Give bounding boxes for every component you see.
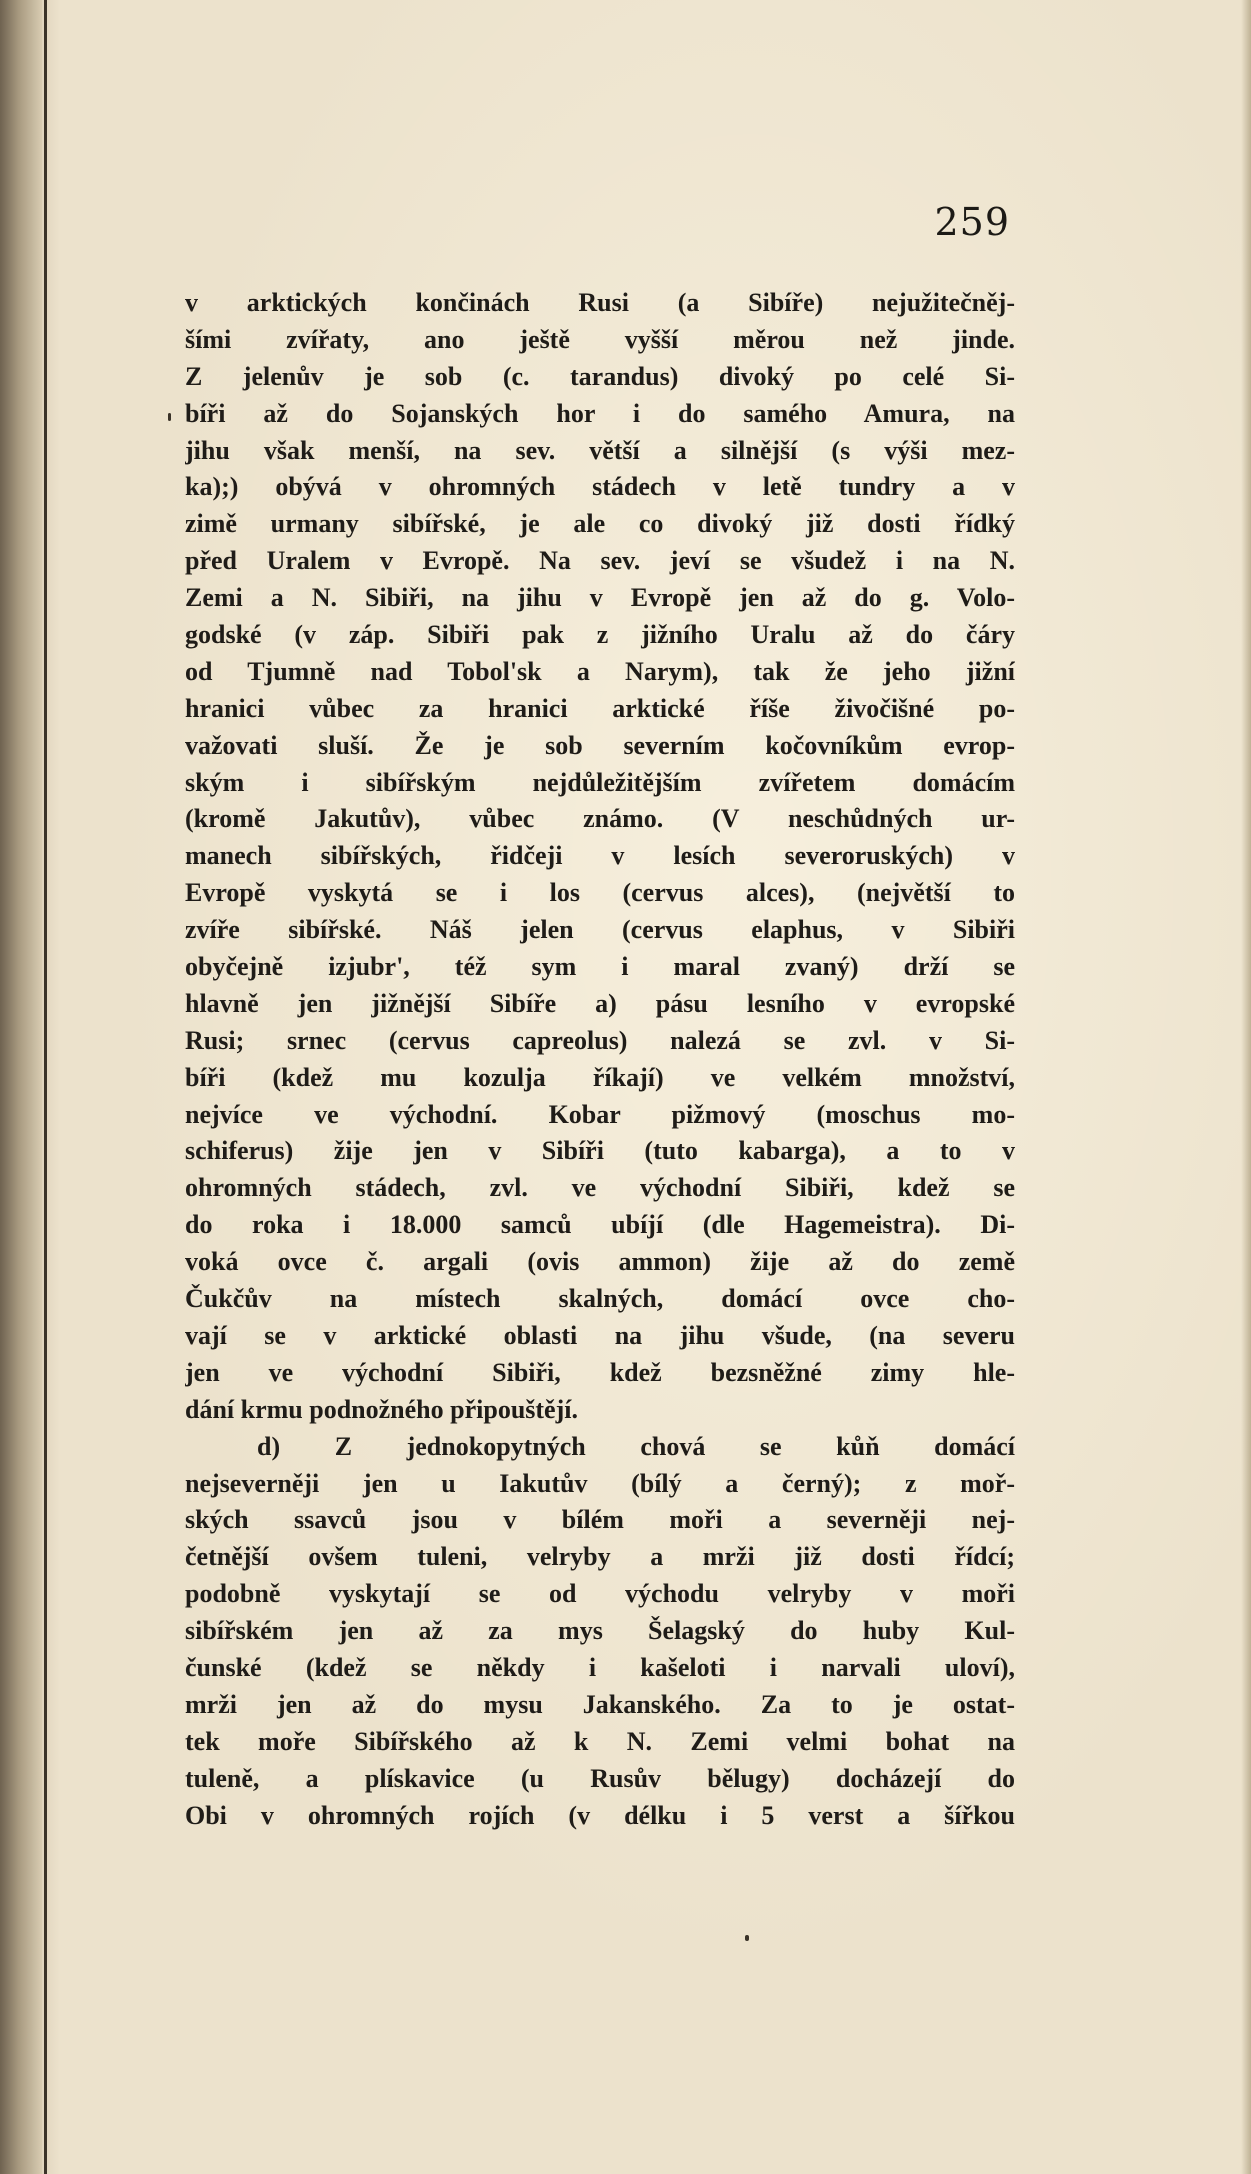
text-line: bíři (kdež mu kozulja říkají) ve velkém množství, (185, 1062, 1015, 1092)
text-line: tuleně, a plískavice (u Rusův bělugy) docházejí do (185, 1763, 1015, 1793)
text-line: ským i sibířským nejdůležitějším zvířetem domácím (185, 767, 1015, 797)
paper-speck (168, 413, 171, 421)
text-line: ka);) obývá v ohromných stádech v letě tundry a v (185, 472, 1015, 502)
text-line: dání krmu podnožného připouštějí. (185, 1394, 578, 1424)
text-line: hlavně jen jižnější Sibíře a) pásu lesního v evropské (185, 988, 1015, 1018)
text-line: Rusi; srnec (cervus capreolus) nalezá se zvl. v Si- (185, 1025, 1015, 1055)
text-line: jen ve východní Sibiři, kdež bezsněžné zimy hle- (185, 1357, 1015, 1387)
text-line: podobně vyskytají se od východu velryby v moři (185, 1579, 1015, 1609)
text-line: do roka i 18.000 samců ubíjí (dle Hagemeistra). Di- (185, 1210, 1015, 1240)
page-number: 259 (934, 200, 1010, 244)
text-line: važovati sluší. Že je sob severním kočovníkům evrop- (185, 730, 1015, 760)
text-line: manech sibířských, řidčeji v lesích severoruských) v (185, 841, 1015, 871)
text-line: ohromných stádech, zvl. ve východní Sibiři, kdež se (185, 1173, 1015, 1203)
text-line: od Tjumně nad Tobol'sk a Narym), tak že jeho jižní (185, 656, 1015, 686)
text-line: před Uralem v Evropě. Na sev. jeví se všudež i na N. (185, 546, 1015, 576)
book-spine (0, 0, 42, 2174)
text-line: mrži jen až do mysu Jakanského. Za to je ostat- (185, 1689, 1015, 1719)
text-line: četnější ovšem tuleni, velryby a mrži již dosti řídcí; (185, 1542, 1015, 1572)
text-line: Evropě vyskytá se i los (cervus alces), (největší to (185, 878, 1015, 908)
text-line: Zemi a N. Sibiři, na jihu v Evropě jen až do g. Volo- (185, 583, 1015, 613)
text-line: hranici vůbec za hranici arktické říše živočišné po- (185, 693, 1015, 723)
text-line: šími zvířaty, ano ještě vyšší měrou než jinde. (185, 324, 1015, 354)
body-text (185, 285, 1015, 1834)
text-line: zimě urmany sibířské, je ale co divoký již dosti řídký (185, 509, 1015, 539)
paper-speck (745, 1935, 749, 1941)
text-line: nejvíce ve východní. Kobar pižmový (moschus mo- (185, 1099, 1015, 1129)
text-line: sibířském jen až za mys Šelagský do huby Kul- (185, 1616, 1015, 1646)
text-line: obyčejně izjubr', též sym i maral zvaný) drží se (185, 952, 1015, 982)
text-line: bíři až do Sojanských hor i do samého Amura, na (185, 398, 1015, 428)
page-edge (1241, 0, 1251, 2174)
text-line: nejseverněji jen u Iakutův (bílý a černý); z moř- (185, 1468, 1015, 1498)
text-line: v arktických končinách Rusi (a Sibíře) nejužitečněj- (185, 288, 1015, 317)
text-line: schiferus) žije jen v Sibíři (tuto kabarga), a to v (185, 1136, 1015, 1166)
text-line: d) Z jednokopytných chová se kůň domácí (257, 1431, 1015, 1461)
page-gutter-line (44, 0, 47, 2174)
text-line: zvíře sibířské. Náš jelen (cervus elaphus, v Sibiři (185, 915, 1015, 945)
text-line: ských ssavců jsou v bílém moři a severněji nej- (185, 1505, 1015, 1535)
text-line: tek moře Sibířského až k N. Zemi velmi bohat na (185, 1726, 1015, 1756)
text-line: jihu však menší, na sev. větší a silnější (s výši mez- (185, 435, 1015, 465)
text-line: Čukčův na místech skalných, domácí ovce cho- (185, 1284, 1015, 1314)
text-line: čunské (kdež se někdy i kašeloti i narvali uloví), (185, 1652, 1015, 1682)
text-line: vají se v arktické oblasti na jihu všude, (na severu (185, 1320, 1015, 1350)
text-line: Z jelenův je sob (c. tarandus) divoký po celé Si- (185, 361, 1015, 391)
text-line: godské (v záp. Sibiři pak z jižního Uralu až do čáry (185, 620, 1015, 650)
text-line: voká ovce č. argali (ovis ammon) žije až do země (185, 1247, 1015, 1277)
text-line: Obi v ohromných rojích (v délku i 5 verst a šířkou (185, 1800, 1015, 1830)
text-line: (kromě Jakutův), vůbec známo. (V neschůdných ur- (185, 804, 1015, 834)
